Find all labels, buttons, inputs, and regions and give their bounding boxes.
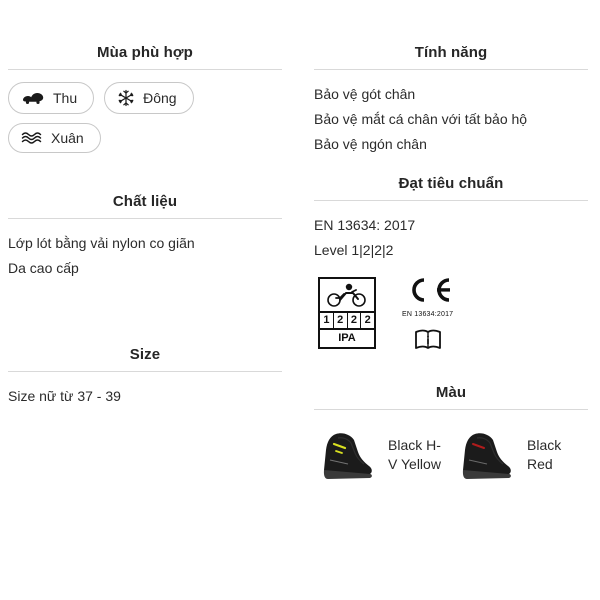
color-option-black-red[interactable] [453, 422, 588, 488]
season-chip-dong[interactable] [104, 82, 193, 114]
cert-footer-label: IPA [338, 332, 356, 344]
section-title-season: Mùa phù hợp [8, 44, 282, 70]
level-value: 2 [334, 313, 348, 328]
season-chip-label: Đông [143, 90, 177, 106]
snowflake-icon [117, 89, 135, 107]
section-standard [314, 175, 588, 358]
color-option-list [314, 422, 588, 488]
instruction-booklet-icon [414, 327, 442, 358]
section-size [8, 346, 282, 409]
section-title-standard: Đạt tiêu chuẩn [314, 175, 588, 201]
ce-mark-icon [403, 277, 453, 308]
material-list [8, 231, 282, 281]
section-season [8, 44, 282, 153]
black-red-shoe-icon [453, 422, 521, 488]
level-value: 1 [320, 313, 334, 328]
size-list [8, 384, 282, 409]
waves-icon [21, 130, 43, 146]
right-column [300, 0, 600, 488]
color-option-label: Black H-V Yellow [388, 437, 441, 472]
material-item: Lớp lót bằng vải nylon co giãn [8, 235, 195, 251]
protection-level-values [320, 313, 374, 330]
level-value: 2 [348, 313, 362, 328]
section-title-features: Tính năng [314, 44, 588, 70]
ce-badge-group [402, 277, 453, 358]
level-value: 2 [364, 314, 371, 326]
standard-list [314, 213, 588, 263]
feature-item: Bảo vệ ngón chân [314, 136, 427, 152]
section-material [8, 193, 282, 281]
section-features [314, 44, 588, 157]
section-title-size: Size [8, 346, 282, 372]
season-chip-xuan[interactable] [8, 123, 101, 153]
color-option-black-hv-yellow[interactable] [314, 422, 449, 488]
season-chip-label: Xuân [51, 130, 84, 146]
size-item: Size nữ từ 37 - 39 [8, 388, 121, 404]
material-item: Da cao cấp [8, 260, 79, 276]
motorcycle-rider-icon [320, 279, 374, 313]
standard-item: Level 1|2|2|2 [314, 242, 394, 258]
section-title-color: Màu [314, 384, 588, 410]
certification-badges [314, 277, 588, 358]
left-column [0, 0, 300, 488]
standard-item: EN 13634: 2017 [314, 217, 416, 233]
color-option-label: Black Red [527, 437, 562, 472]
section-title-material: Chất liệu [8, 193, 282, 219]
season-chip-list [8, 82, 282, 153]
feature-item: Bảo vệ mắt cá chân với tất bảo hộ [314, 111, 528, 127]
season-chip-label: Thu [53, 90, 78, 106]
section-color [314, 384, 588, 488]
season-chip-thu[interactable] [8, 82, 94, 114]
features-list [314, 82, 588, 157]
feature-item: Bảo vệ gót chân [314, 86, 416, 102]
ce-standard-label: EN 13634:2017 [402, 311, 454, 318]
black-hv-yellow-shoe-icon [314, 422, 382, 488]
protection-level-badge [318, 277, 376, 349]
leaf-icon [21, 91, 45, 105]
